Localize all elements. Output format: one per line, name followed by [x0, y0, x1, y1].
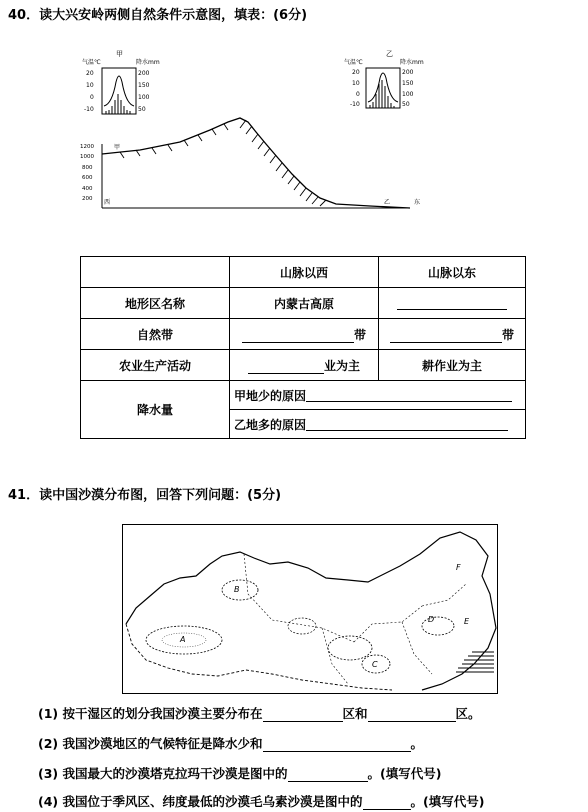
table-header-row — [81, 257, 526, 288]
header-east: 山脉以东 — [379, 257, 526, 288]
reason-line-yi[interactable] — [230, 409, 525, 438]
table-row — [81, 319, 526, 350]
precip-tick: 150 — [402, 80, 414, 87]
west-label: 西 — [104, 199, 111, 206]
temp-tick: -10 — [84, 106, 94, 113]
question-text: 。 — [410, 736, 424, 751]
elev-tick: 1000 — [80, 154, 94, 160]
question-text: 按干湿区的划分我国沙漠主要分布在 — [62, 706, 263, 721]
point-yi-label: 乙 — [384, 199, 391, 206]
precip-tick: 100 — [402, 91, 414, 98]
china-desert-map — [122, 524, 498, 694]
table-row — [81, 350, 526, 381]
answer-blank[interactable] — [263, 738, 411, 752]
precip-tick: 150 — [138, 82, 150, 89]
reason-line-jia[interactable] — [230, 381, 525, 409]
zone-suffix: 带 — [353, 327, 366, 342]
question-text: 。(填写代号) — [367, 766, 442, 781]
question-text: 区和 — [342, 706, 368, 721]
row-label-natural-zone: 自然带 — [81, 319, 230, 350]
map-label-e: E — [464, 617, 470, 626]
question-number: (1) — [38, 706, 59, 721]
agriculture-west-cell[interactable] — [230, 350, 379, 381]
temp-tick: 0 — [356, 91, 360, 98]
question-text: 。(填写代号) — [410, 794, 485, 809]
temp-tick: 10 — [86, 82, 94, 89]
elev-tick: 400 — [82, 186, 93, 192]
precip-tick: 50 — [138, 106, 146, 113]
chart-jia-label: 甲 — [116, 50, 123, 58]
temp-tick: 10 — [352, 80, 360, 87]
row-label-agriculture: 农业生产活动 — [81, 350, 230, 381]
landform-west-value: 内蒙古高原 — [230, 288, 379, 319]
q41-title: 41．读中国沙漠分布图，回答下列问题：(5分) — [8, 488, 282, 503]
point-jia-label: 甲 — [114, 144, 121, 151]
natural-zone-east-cell[interactable] — [379, 319, 526, 350]
question-number: (3) — [38, 766, 59, 781]
map-label-a: A — [180, 635, 186, 644]
question-text: 我国位于季风区、纬度最低的沙漠毛乌素沙漠是图中的 — [62, 794, 363, 809]
header-west: 山脉以西 — [230, 257, 379, 288]
q41-question-4 — [38, 792, 484, 810]
precip-tick: 200 — [138, 70, 150, 77]
climate-chart-jia — [82, 50, 160, 114]
q41-question-1 — [38, 704, 481, 722]
row-label-precipitation: 降水量 — [81, 381, 230, 439]
mountain-profile — [102, 118, 410, 208]
map-label-f: F — [456, 563, 461, 572]
elevation-axis — [80, 144, 420, 208]
map-label-c: C — [372, 660, 378, 669]
elev-tick: 200 — [82, 196, 93, 202]
answer-blank[interactable] — [368, 708, 456, 722]
temp-axis-label-right: 气温℃ — [344, 59, 363, 66]
q40-answer-table — [80, 256, 526, 439]
zone-suffix: 带 — [501, 327, 514, 342]
elev-tick: 600 — [82, 175, 93, 181]
row-label-landform: 地形区名称 — [81, 288, 230, 319]
temp-tick: 0 — [90, 94, 94, 101]
agriculture-east-value: 耕作业为主 — [379, 350, 526, 381]
temp-tick: 20 — [352, 69, 360, 76]
precip-tick: 200 — [402, 69, 414, 76]
natural-zone-west-cell[interactable] — [230, 319, 379, 350]
chart-yi-label: 乙 — [386, 50, 393, 58]
elev-tick: 1200 — [80, 144, 94, 150]
question-text: 区。 — [455, 706, 481, 721]
precip-tick: 100 — [138, 94, 150, 101]
precipitation-reasons-cell — [230, 381, 526, 439]
question-number: (2) — [38, 736, 59, 751]
east-label: 东 — [414, 199, 421, 206]
reason-yi-label: 乙地多的原因 — [234, 417, 307, 432]
q40-title: 40．读大兴安岭两侧自然条件示意图，填表：(6分) — [8, 8, 308, 23]
table-corner-cell — [81, 257, 230, 288]
elev-tick: 800 — [82, 165, 93, 171]
climate-chart-yi — [344, 50, 424, 108]
temp-tick: 20 — [86, 70, 94, 77]
landform-east-blank[interactable] — [379, 288, 526, 319]
answer-blank[interactable] — [263, 708, 343, 722]
temp-axis-label-left: 气温℃ — [82, 59, 101, 66]
answer-blank[interactable] — [288, 768, 368, 782]
answer-blank[interactable] — [363, 796, 411, 810]
table-row — [81, 381, 526, 439]
map-label-b: B — [234, 585, 240, 594]
question-number: (4) — [38, 794, 59, 809]
map-label-d: D — [428, 615, 435, 624]
question-text: 我国沙漠地区的气候特征是降水少和 — [62, 736, 263, 751]
question-text: 我国最大的沙漠塔克拉玛干沙漠是图中的 — [62, 766, 288, 781]
dahinggan-cross-section-diagram — [80, 48, 426, 214]
precip-axis-label-left: 降水mm — [136, 59, 160, 66]
precip-axis-label-right: 降水mm — [400, 59, 424, 66]
q41-question-2 — [38, 734, 423, 752]
agri-suffix: 业为主 — [323, 358, 360, 373]
table-row — [81, 288, 526, 319]
precip-tick: 50 — [402, 101, 410, 108]
reason-jia-label: 甲地少的原因 — [234, 388, 307, 403]
q41-question-3 — [38, 764, 441, 782]
temp-tick: -10 — [350, 101, 360, 108]
